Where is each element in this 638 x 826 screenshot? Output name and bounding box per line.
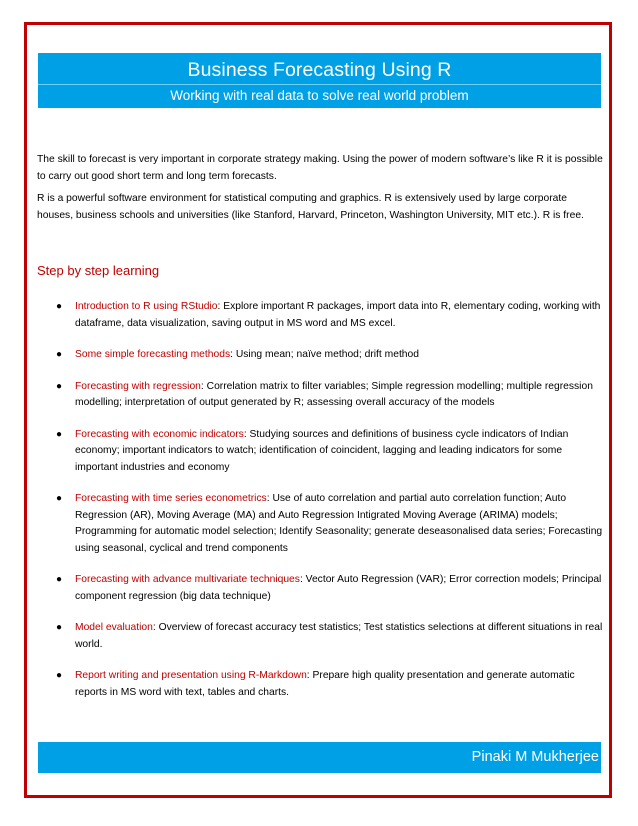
bullet-icon: ●: [56, 622, 63, 633]
item-topic: Report writing and presentation using R-Markdown: [75, 670, 307, 681]
item-topic: Forecasting with regression: [75, 380, 201, 392]
item-detail: : Use of auto correlation and partial auto correlation function; Auto Regression (AR), Moving Average (MA) and Auto Regression Intigrated Moving Average (ARIMA) models; Programming for automatic model selection; Identify Seasonality; generate deseasonalised data series; Forecasting using seasonal, cyclical and trend components: [75, 493, 603, 554]
bullet-icon: ●: [56, 428, 63, 440]
item-detail: : Overview of forecast accuracy test statistics; Test statistics selections at different situations in real world.: [75, 622, 603, 650]
document-subtitle: Working with real data to solve real world problem: [170, 88, 469, 103]
item-detail: : Vector Auto Regression (VAR); Error correction models; Principal component regression (big data technique): [75, 574, 602, 602]
item-topic: Some simple forecasting methods: [75, 349, 231, 360]
intro-paragraph-1: The skill to forecast is very important in corporate strategy making. Using the power of modern software’s like R it is possible to carry out good short term and long term forecasts.: [37, 154, 603, 182]
footer-banner: [38, 742, 601, 773]
bullet-icon: ●: [56, 349, 63, 360]
learning-list: [56, 299, 604, 716]
subtitle-band: [38, 84, 601, 108]
bullet-icon: ●: [56, 493, 63, 504]
title-banner: [38, 53, 601, 108]
bullet-icon: ●: [56, 574, 63, 585]
item-topic: Forecasting with time series econometrics: [75, 493, 267, 504]
bullet-icon: ●: [56, 301, 63, 312]
list-item: [56, 379, 604, 412]
item-detail: : Explore important R packages, import data into R, elementary coding, working with dataframe, data visualization, saving output in MS word and MS excel.: [75, 301, 601, 329]
list-item: [56, 347, 604, 364]
document-title: Business Forecasting Using R: [187, 59, 452, 81]
bullet-icon: ●: [56, 670, 63, 681]
list-item: [56, 427, 604, 477]
intro-paragraph-2: R is a powerful software environment for statistical computing and graphics. R is extensively used by large corporate houses, business schools and universities (like Stanford, Harvard, Princeton, Washington University, MIT etc.). R is free.: [37, 193, 584, 221]
item-detail: : Correlation matrix to filter variables; Simple regression modelling; multiple regression modelling; interpretation of output generated by R; assessing overall accuracy of the models: [75, 380, 593, 408]
list-item: [56, 572, 604, 605]
item-topic: Forecasting with economic indicators: [75, 428, 244, 440]
list-item: [56, 668, 604, 701]
bullet-icon: ●: [56, 380, 63, 392]
item-detail: : Using mean; naïve method; drift method: [230, 349, 419, 360]
list-item: [56, 620, 604, 653]
item-topic: Forecasting with advance multivariate techniques: [75, 574, 300, 585]
item-detail: : Prepare high quality presentation and generate automatic reports in MS word with text, tables and charts.: [75, 670, 575, 698]
list-item: [56, 491, 604, 557]
author-name: Pinaki M Mukherjee: [471, 749, 599, 765]
intro-section: [37, 152, 603, 230]
section-heading: Step by step learning: [37, 263, 160, 278]
item-topic: Model evaluation: [75, 622, 153, 633]
list-item: [56, 299, 604, 332]
item-topic: Introduction to R using RStudio: [75, 301, 218, 312]
item-detail: : Studying sources and definitions of business cycle indicators of Indian economy; important indicators to watch; identification of coincident, lagging and leading indicators for some important industries and economy: [75, 428, 569, 473]
